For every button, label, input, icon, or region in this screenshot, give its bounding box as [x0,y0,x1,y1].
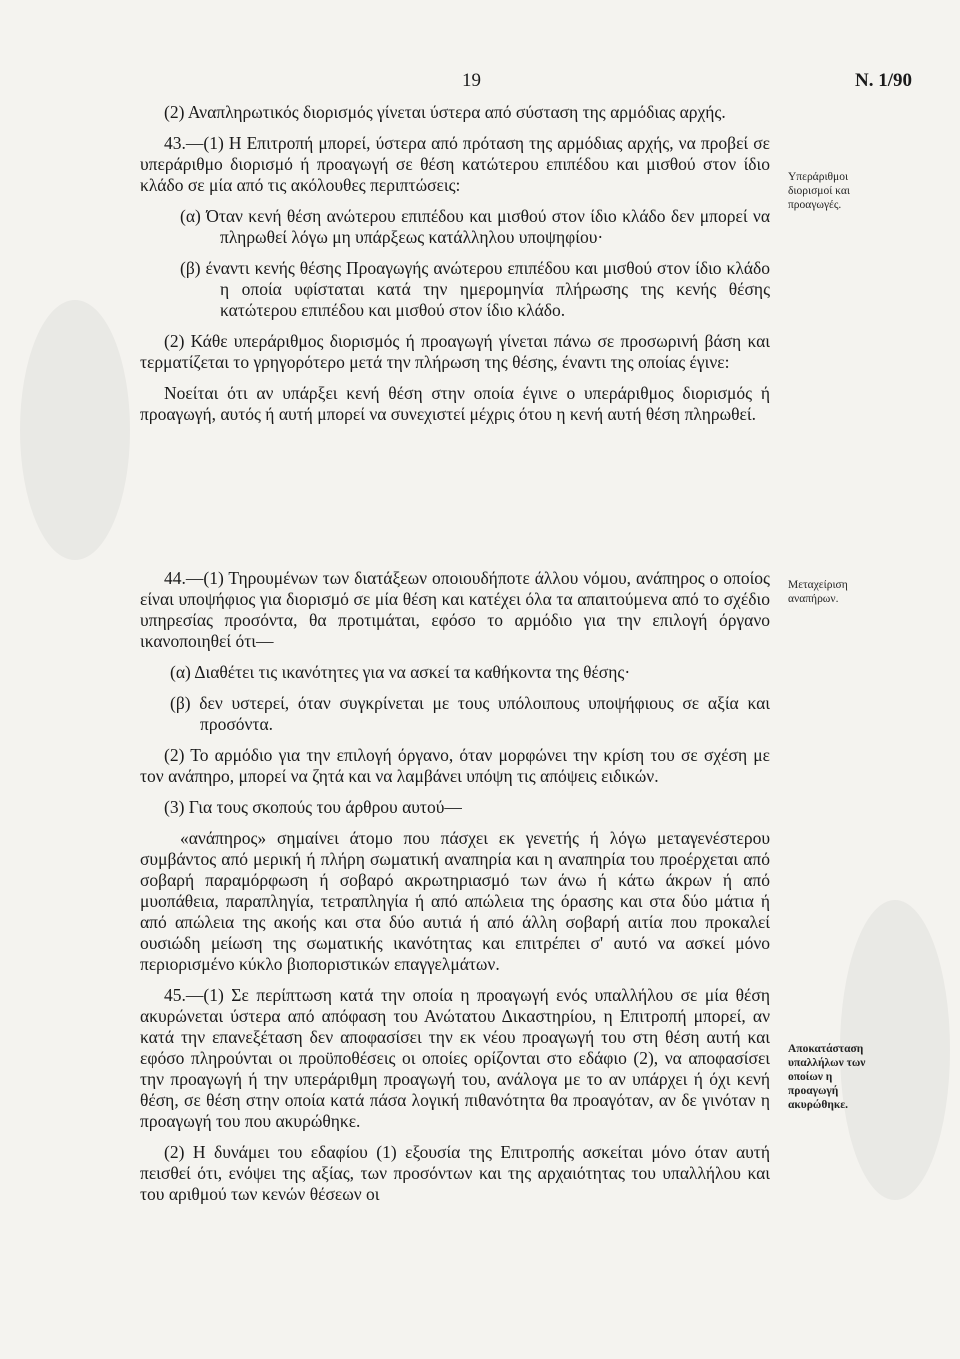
item-44-beta: (β) δεν υστερεί, όταν συγκρίνεται με τους υπόλοιπους υποψήφιους σε αξία και προσόντα. [170,693,770,734]
paragraph-44-1: 44.—(1) Τηρουμένων των διατάξεων οποιουδήποτε άλλου νόμου, ανάπηρος ο οποίος είναι υποψήφιος για διορισμό σε μία θέση και κατέχει όλα τα απαιτούμενα από το σχέδιο υπηρεσίας προσόντα, θα προτιμάται, εφόσο το αρμόδιο για την επιλογή όργανο ικανοποιηθεί ότι— [140,568,770,651]
issue-label: Ν. 1/90 [855,70,912,91]
block-one [140,102,770,435]
paragraph-42-2: (2) Αναπληρωτικός διορισμός γίνεται ύστερα από σύσταση της αρμόδιας αρχής. [164,102,726,122]
paragraph-45-2: (2) Η δυνάμει του εδαφίου (1) εξουσία της Επιτροπής ασκείται μόνο όταν αυτή πεισθεί ότι, ενόψει της αξίας, των προσόντων και της αρχαιότητας του υπαλλήλου και του αριθμού των κενών θέσεων οι [140,1142,770,1204]
paragraph-43-2: (2) Κάθε υπεράριθμος διορισμός ή προαγωγή γίνεται πάνω σε προσωρινή βάση και τερματίζεται το γρηγορότερο μετά την πλήρωση της θέσης, έναντι της οποίας έγινε: [140,331,770,372]
item-alpha: (α) Όταν κενή θέση ανώτερου επιπέδου και μισθού στον ίδιο κλάδο δεν μπορεί να πληρωθεί λόγω μη υπάρξεως κατάλληλου υποψηφίου· [180,206,770,247]
definition-disabled: «ανάπηρος» σημαίνει άτομο που πάσχει εκ γενετής ή λόγω μεταγενέστερου συμβάντος από μερική ή πλήρη σωματική αναπηρία και η αναπηρία του προέρχεται από σοβαρή παραμόρφωση ή σοβαρό ακρωτηριασμό των άνω ή κάτω άκρων ή από μυοπάθεια, παραπληγία, τετραπληγία ή από απώλεια της όρασης και στα δύο μάτια ή από απώλεια της ακοής και στα δύο αυτιά ή από άλλη σοβαρή αιτία που προκαλεί ουσιώδη μείωση της σωματικής ικανότητας και επιτρέπει σ' αυτό να ασκεί μόνο περιορισμένο κύκλο βιοποριστικών επαγγελμάτων. [140,828,770,974]
paragraph-45-1: 45.—(1) Σε περίπτωση κατά την οποία η προαγωγή ενός υπαλλήλου σε μία θέση ακυρώνεται ύστερα από απόφαση του Ανώτατου Δικαστηρίου, η Επιτροπή μπορεί, αν κατά την επανεξέταση δεν αποφασίσει την εκ νέου προαγωγή του στη θέση αυτή και εφόσο πληρούνται οι προϋποθέσεις οι οποίες ορίζονται στο εδάφιο (2), να αποφασίσει την προαγωγή ή την υπεράριθμη προαγωγή του, ανάλογα με το αν υπάρχει ή όχι κενή θέση, σε θέση στην οποία κατά πάσα λογική πιθανότητα θα προαγόταν, αν δε γινόταν η προαγωγή του που ακυρώθηκε. [140,985,770,1131]
paragraph-43-1: 43.—(1) Η Επιτροπή μπορεί, ύστερα από πρόταση της αρμόδιας αρχής, να προβεί σε υπεράριθμο διορισμό ή προαγωγή σε θέση κατώτερου επιπέδου και μισθού στον ίδιο κλάδο σε μία από τις ακόλουθες περιπτώσεις: [140,133,770,195]
margin-note-disabled: Μεταχείριση αναπήρων. [788,579,848,605]
paragraph-44-3: (3) Για τους σκοπούς του άρθρου αυτού— [164,797,462,817]
item-44-alpha: (α) Διαθέτει τις ικανότητες για να ασκεί τα καθήκοντα της θέσης· [170,662,631,682]
block-two [140,568,770,1215]
item-beta: (β) έναντι κενής θέσης Προαγωγής ανώτερου επιπέδου και μισθού στον ίδιο κλάδο η οποία υφίσταται κατά την ημερομηνία πλήρωσης της κενής θέσης κατώτερου επιπέδου και μισθού στον ίδιο κλάδο. [180,258,770,320]
margin-note-supernumerary: Υπεράριθμοι διορισμοί και προαγωγές. [788,171,850,211]
proviso: Νοείται ότι αν υπάρξει κενή θέση στην οποία έγινε ο υπεράριθμος διορισμός ή προαγωγή, αυτός ή αυτή μπορεί να συνεχιστεί μέχρις ότου η κενή αυτή θέση πληρωθεί. [140,383,770,424]
paragraph-44-2: (2) Το αρμόδιο για την επιλογή όργανο, όταν μορφώνει την κρίση του σε σχέση με τον ανάπηρο, μπορεί να ζητά και να λαμβάνει υπόψη τις απόψεις ειδικών. [140,745,770,786]
margin-note-restoration: Αποκατάσταση υπαλλήλων των οποίων η προαγωγή ακυρώθηκε. [788,1043,866,1111]
page-number: 19 [462,70,481,91]
